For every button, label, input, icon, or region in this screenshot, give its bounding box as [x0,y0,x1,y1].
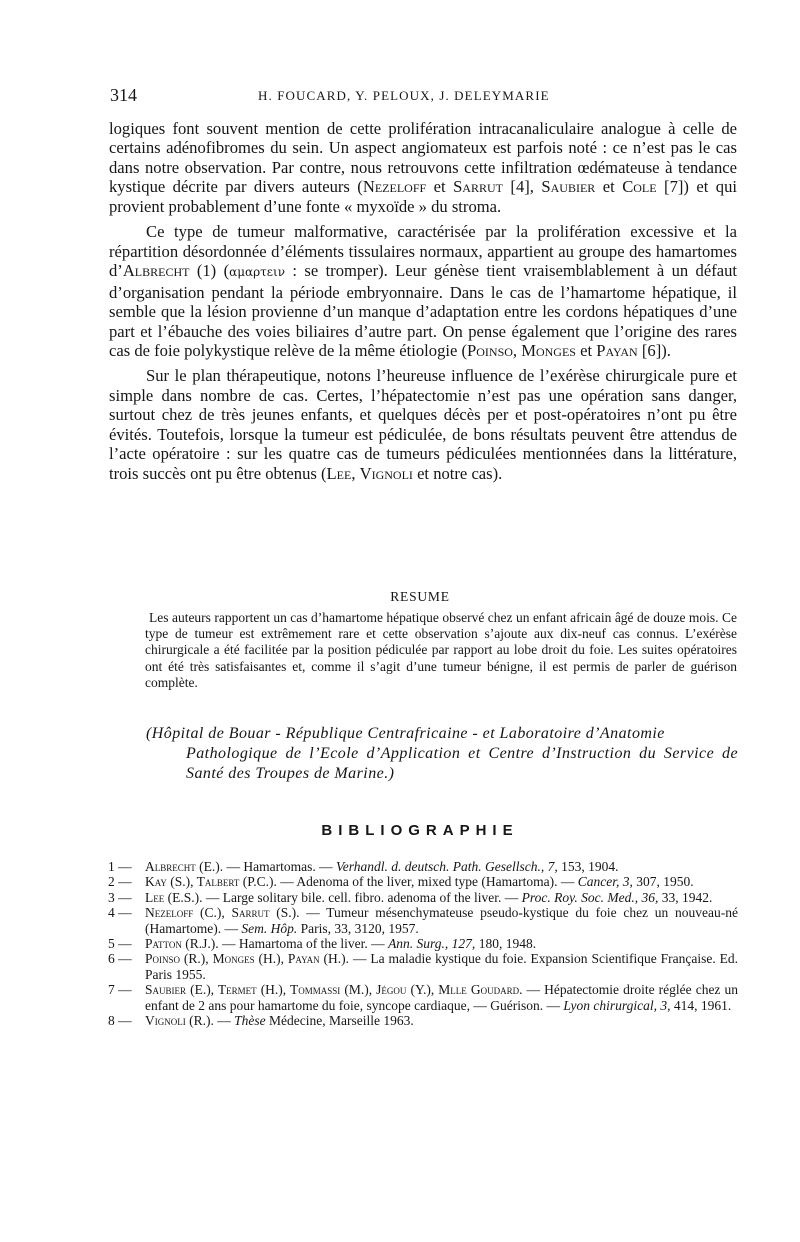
affiliation-line-2: Pathologique de l’Ecole d’Application et Centre d’Instruction du Service de Santé des Troupes de Marine.) [186,744,738,782]
bibliography-entry: 4 — Nezeloff (C.), Sarrut (S.). — Tumeur mésenchymateuse pseudo-kystique du foie chez un nouveau-né (Hamartome). — Sem. Hôp. Paris, 33, 3120, 1957. [108,905,738,936]
reference-number: 1 — [108,859,132,874]
body-paragraph-1: logiques font souvent mention de cette prolifération intracanaliculaire analogue à celle de certains adénofibromes du sein. Un aspect angiomateux est parfois noté : ce n’est pas le cas dans notre observation. Par contre, nous retrouvons cette infiltration œdémateuse à tendance kystique décrite par divers auteurs (Nezeloff et Sarrut [4], Saubier et Cole [7]) et qui provient probablement d’une fonte « myxoïde » du stroma. [109,119,738,216]
summary-title: RESUME [390,589,450,604]
bibliography-entry: 8 — Vignoli (R.). — Thèse Médecine, Marseille 1963. [108,1013,414,1029]
bibliography-entry: 3 — Lee (E.S.). — Large solitary bile. cell. fibro. adenoma of the liver. — Proc. Roy. Soc. Med., 36, 33, 1942. [108,889,713,905]
bibliography-entry: 5 — Patton (R.J.). — Hamartoma of the liver. — Ann. Surg., 127, 180, 1948. [108,936,537,952]
bibliography-list [108,859,738,1028]
bibliography-entry: 1 — Albrecht (E.). — Hamartomas. — Verhandl. d. deutsch. Path. Gesellsch., 7, 153, 1904. [108,859,619,874]
article-body [109,119,737,483]
reference-number: 5 — [108,936,132,952]
summary-text: Les auteurs rapportent un cas d’hamartome hépatique observé chez un enfant africain âgé de douze mois. Ce type de tumeur est extrêmement rare et cette observation s’ajoute aux dix-neuf cas connus. L’exérèse chirurgicale a été facilitée par la position pédiculée par rapport au lobe droit du foie. Les suites opératoires ont été très satisfaisantes et, comme il s’agit d’une tumeur bénigne, il est permis de parler de guérison complète. [145,610,737,690]
page-number: 314 [110,85,137,105]
bibliography-entry: 7 — Saubier (E.), Termet (H.), Tommassi (M.), Jégou (Y.), Mlle Goudard. — Hépatectomie droite réglée chez un enfant de 2 ans pour hamartome du foie, syncope cardiaque, — Guérison. — Lyon chirurgical, 3, 414, 1961. [108,982,738,1013]
bibliography-heading: BIBLIOGRAPHIE [321,822,519,839]
reference-number: 6 — [108,951,132,967]
body-paragraph-2: Ce type de tumeur malformative, caractérisée par la prolifération excessive et la répartition désordonnée d’éléments tissulaires normaux, appartient au groupe des hamartomes d’Albrecht (1) (αμαρτειν : se tromper). Leur génèse tient vraisemblablement à un défaut d’organisation pendant la période embryonnaire. Dans le cas de l’hamartome hépatique, il semble que la lésion provienne d’un manque d’adaptation entre les cordons hépatiques d’une part et l’ébauche des voies biliaires d’autre part. On pense également que l’origine des rares cas de foie polykystique relève de la même étiologie (Poinso, Monges et Payan [6]). [109,222,737,360]
bibliography-entry: 6 — Poinso (R.), Monges (H.), Payan (H.). — La maladie kystique du foie. Expansion Scientifique Française. Ed. Paris 1955. [108,951,738,982]
bibliography-entry: 2 — Kay (S.), Talbert (P.C.). — Adenoma of the liver, mixed type (Hamartoma). — Cancer, 3, 307, 1950. [108,874,694,890]
reference-number: 3 — [108,889,132,905]
affiliation-line-1: (Hôpital de Bouar - République Centrafricaine - et Laboratoire d’Anatomie [146,725,665,742]
affiliation [146,724,738,783]
reference-number: 8 — [108,1013,132,1029]
reference-number: 4 — [108,905,132,921]
running-head: H. FOUCARD, Y. PELOUX, J. DELEYMARIE [258,88,550,103]
body-paragraph-3: Sur le plan thérapeutique, notons l’heureuse influence de l’exérèse chirurgicale pure et simple dans nombre de cas. Certes, l’hépatectomie n’est pas une opération sans danger, surtout chez de très jeunes enfants, et quelques décès per et post-opératoires n’ont pu être évités. Toutefois, lorsque la tumeur est pédiculée, de bons résultats peuvent être attendus de l’acte opératoire : sur les quatre cas de tumeurs pédiculées mentionnées dans la littérature, trois succès ont pu être obtenus (Lee, Vignoli et notre cas). [109,366,737,483]
reference-number: 2 — [108,874,132,890]
reference-number: 7 — [108,982,132,998]
